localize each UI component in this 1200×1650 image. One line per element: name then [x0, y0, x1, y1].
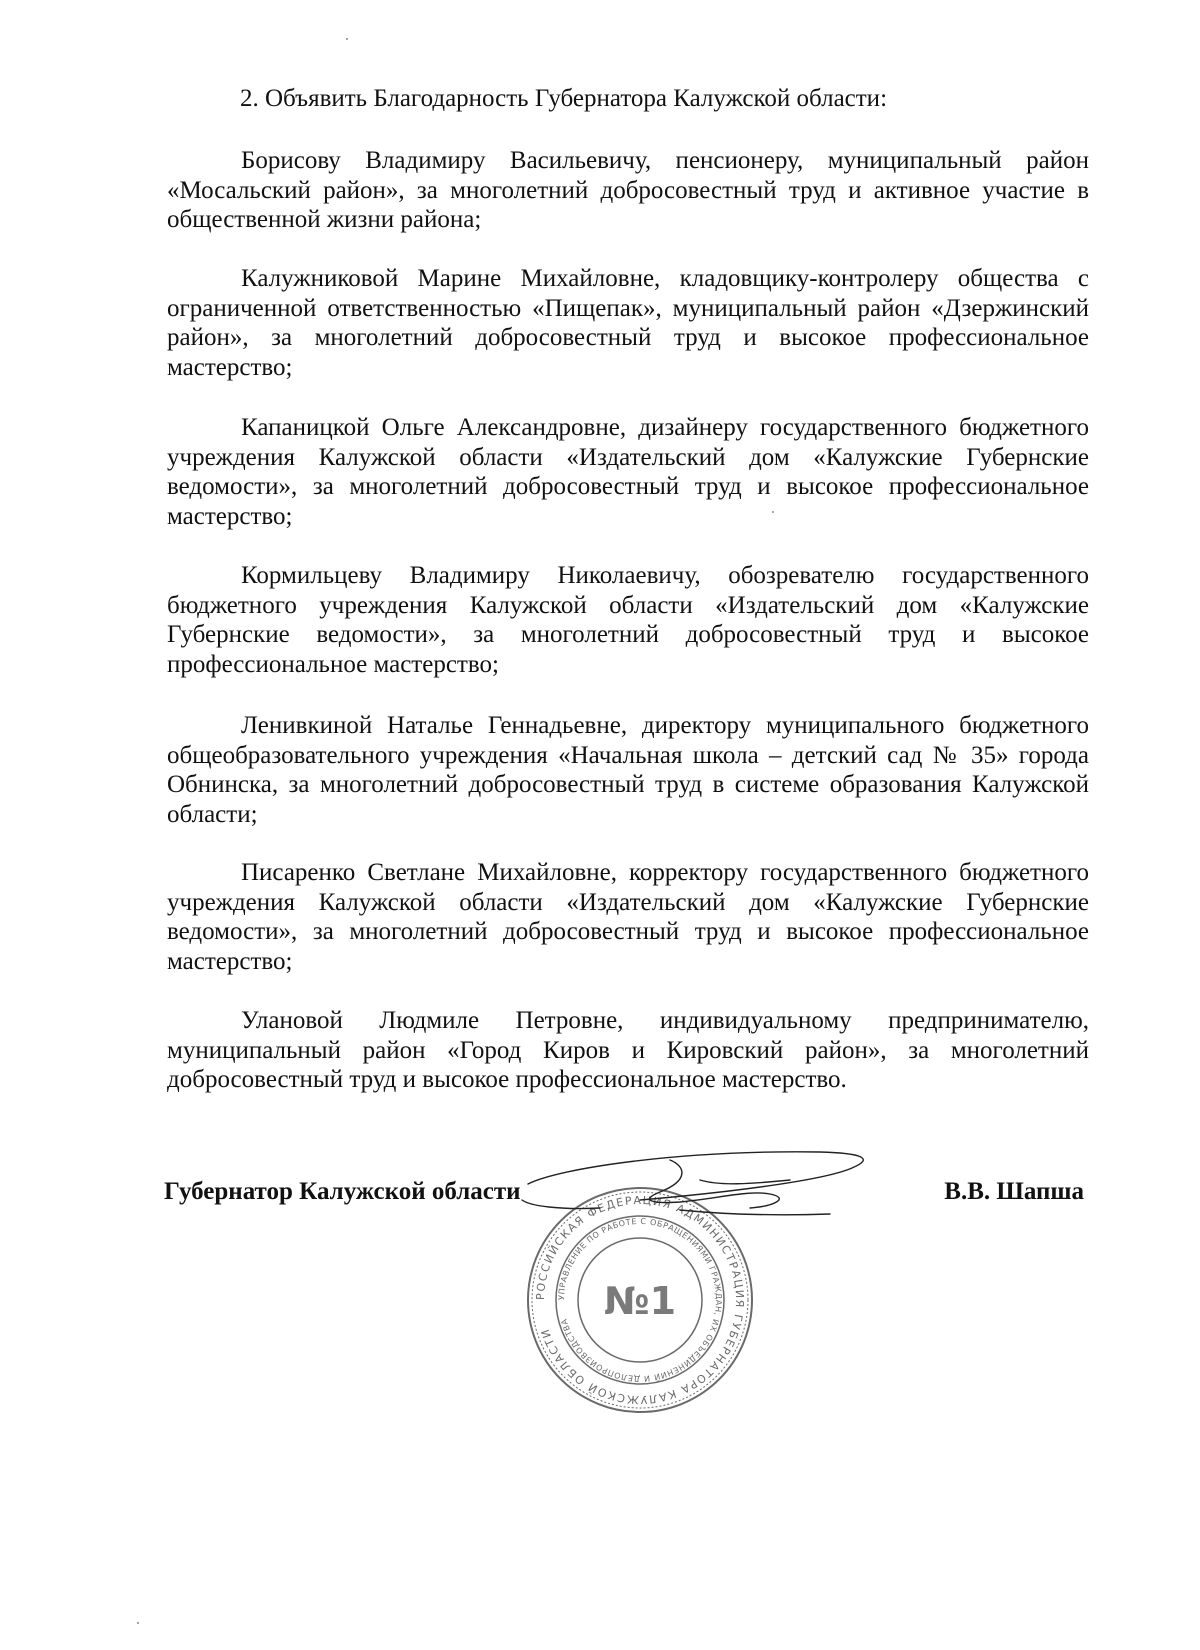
award-paragraph: Калужниковой Марине Михайловне, кладовщику-контролеру общества с ограниченной ответственностью «Пищепак», муниципальный район «Дзержинский район», за многолетний добросовестный труд и высокое профессиональное мастерство; — [167, 265, 1089, 381]
stamp-number: №1 — [603, 1279, 677, 1323]
stamp-inner-text: УПРАВЛЕНИЕ ПО РАБОТЕ С ОБРАЩЕНИЯМИ ГРАЖДАН, ИХ ОБЪЕДИНЕНИЙ И ДЕЛОПРОИЗВОДСТВА — [556, 1216, 724, 1384]
handwritten-signature — [520, 1150, 920, 1240]
scan-speck — [137, 1622, 139, 1624]
award-paragraph: Ленивкиной Наталье Геннадьевне, директору муниципального бюджетного общеобразовательного учреждения «Начальная школа – детский сад № 35» города Обнинска, за многолетний добросовестный труд в системе образования Калужской области; — [167, 712, 1089, 828]
section-heading: 2. Объявить Благодарность Губернатора Калужской области: — [240, 85, 888, 112]
scan-speck — [346, 38, 348, 40]
stamp-outer-text: РОССИЙСКАЯ ФЕДЕРАЦИЯ АДМИНИСТРАЦИЯ ГУБЕРНАТОРА КАЛУЖСКОЙ ОБЛАСТИ — [533, 1193, 747, 1407]
signatory-position: Губернатор Калужской области — [164, 1178, 521, 1205]
award-paragraph: Кормильцеву Владимиру Николаевичу, обозревателю государственного бюджетного учреждения Калужской области «Издательский дом «Калужские Губернские ведомости», за многолетний добросовестный труд и высокое профессиональное мастерство; — [167, 562, 1089, 678]
award-paragraph: Писаренко Светлане Михайловне, корректору государственного бюджетного учреждения Калужской области «Издательский дом «Калужские Губернские ведомости», за многолетний добросовестный труд и высокое профессиональное мастерство; — [167, 859, 1089, 975]
signatory-name: В.В. Шапша — [944, 1178, 1084, 1205]
award-paragraph: Капаницкой Ольге Александровне, дизайнеру государственного бюджетного учреждения Калужской области «Издательский дом «Калужские Губернские ведомости», за многолетний добросовестный труд и высокое профессиональное мастерство; — [167, 414, 1089, 530]
award-paragraph: Улановой Людмиле Петровне, индивидуальному предпринимателю, муниципальный район «Город Киров и Кировский район», за многолетний добросовестный труд и высокое профессиональное мастерство. — [167, 1007, 1089, 1093]
award-paragraph: Борисову Владимиру Васильевичу, пенсионеру, муниципальный район «Мосальский район», за многолетний добросовестный труд и активное участие в общественной жизни района; — [167, 147, 1089, 233]
